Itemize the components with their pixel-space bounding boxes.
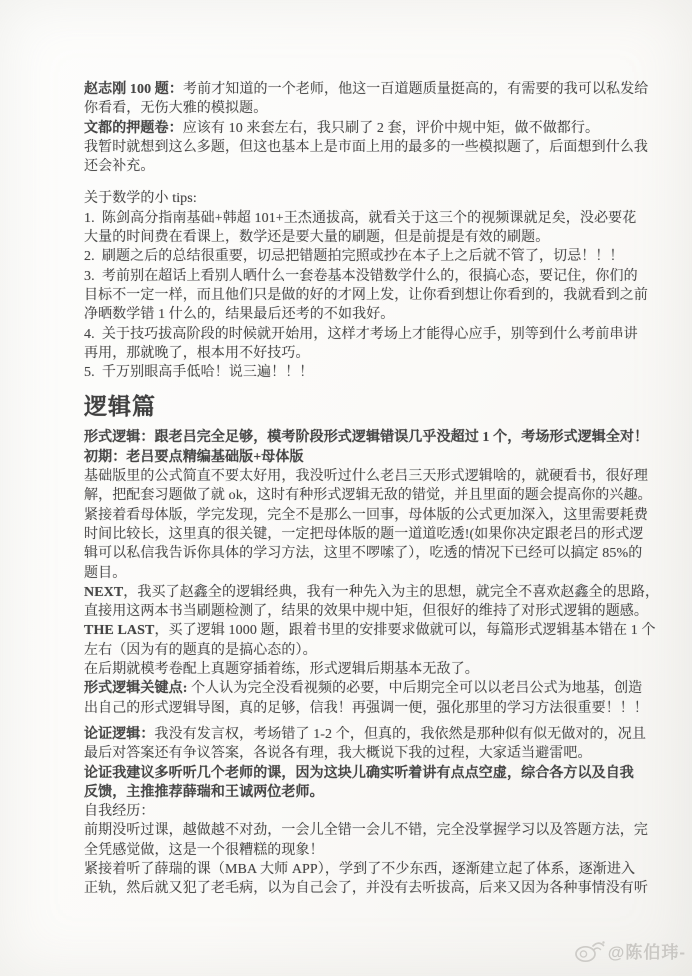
text-line-body: 辑可以私信我告诉你具体的学习方法，这里不啰嗦了），吃透的情况下已经可以搞定 85%的 (84, 546, 643, 562)
text-line-body: 目标不一定一样，而且他们只是做的好的才网上发，让你看到想让你看到的，我就看到之前 (84, 287, 648, 303)
text-line (84, 783, 650, 802)
section-mock-papers (84, 80, 650, 176)
section-formal-logic (84, 428, 660, 717)
text-line (84, 764, 650, 783)
text-line-body: 基础版里的公式简直不要太好用，我没听过什么老吕三天形式逻辑啥的，就硬看书，很好理 (84, 469, 648, 485)
blank-line (84, 718, 650, 725)
text-line-body: 还会补充。 (84, 159, 155, 175)
document-content (84, 80, 660, 899)
text-line (84, 344, 650, 363)
text-line-body: 题目。 (84, 565, 127, 581)
text-line (84, 506, 650, 525)
text-line (84, 228, 650, 247)
text-line-bold-lead: 论证我建议多听听几个老师的课，因为这块儿确实听着讲有点点空虚，综合各方以及自我 (84, 765, 634, 781)
text-line (84, 879, 650, 898)
text-line-body: 你看看，无伤大雅的模拟题。 (84, 101, 268, 117)
text-line-body: 净晒数学错 1 什么的，结果最后还考的不如我好。 (84, 307, 395, 323)
text-line-bold-lead: 形式逻辑关键点: (84, 681, 188, 697)
text-line-bold-lead: 赵志刚 100 题： (84, 82, 183, 97)
text-line-body: 在后期就模考卷配上真题穿插着练，形式逻辑后期基本无敌了。 (84, 662, 479, 678)
text-line (84, 525, 650, 544)
text-line (84, 325, 650, 344)
text-line (84, 802, 650, 821)
section-math-tips (84, 189, 650, 382)
text-line-bold-lead: NEXT (84, 584, 124, 600)
text-line (84, 363, 650, 382)
text-line-body: 我没有发言权，考场错了 1-2 个，但真的，我依然是那种似有似无做对的，况且 (154, 726, 646, 742)
text-line (84, 821, 650, 840)
text-line-body: 左右（因为有的题真的是搞心态的）。 (84, 642, 317, 658)
text-line (84, 679, 650, 698)
text-line (84, 544, 650, 563)
text-line (84, 602, 650, 621)
text-line (84, 305, 650, 324)
text-line (84, 486, 650, 505)
watermark-username: @陈伯玮- (607, 942, 686, 962)
text-line-bold-lead: THE LAST (84, 623, 155, 639)
text-line-body: 时间比较长，这里真的很关键，一定把母体版的题一道道吃透!(如果你决定跟老吕的形式逻 (84, 526, 644, 542)
text-line-body: 全凭感觉做，这是一个很糟糕的现象！ (84, 842, 324, 858)
text-line (84, 583, 660, 602)
watermark (573, 936, 686, 964)
blank-line (84, 176, 650, 189)
text-line-body: 紧接着听了薛瑞的课（MBA 大师 APP），学到了不少东西，逐渐建立起了体系，逐渐进入 (84, 861, 636, 877)
text-line-body: 再用，那就晚了，根本用不好技巧。 (84, 345, 310, 361)
text-line-body: 个人认为完全没看视频的必要，中后期完全可以以老吕公式为地基，创造 (187, 681, 643, 697)
text-line (84, 467, 650, 486)
text-line-body: 3. 考前别在超话上看别人晒什么一套卷基本没错数学什么的，很搞心态，要记住，你们的 (84, 268, 638, 284)
text-line-body: 关于数学的小 tips: (84, 191, 197, 207)
text-line-body: 前期没听过课，越做越不对劲，一会儿全错一会儿不错，完全没掌握学习以及答题方法，完 (84, 823, 648, 839)
text-line-bold-lead: 形式逻辑：跟老吕完全足够，模考阶段形式逻辑错误几乎没超过 1 个，考场形式逻辑全对！ (84, 430, 649, 446)
section-argument-logic (84, 725, 650, 899)
text-line-body: 正轨，然后就又犯了老毛病，以为自己会了，并没有去听拔高，后来又因为各种事情没有听 (84, 881, 648, 897)
text-line (84, 699, 650, 718)
text-line (84, 428, 650, 447)
text-line (84, 247, 650, 266)
text-line (84, 99, 650, 118)
text-line (84, 209, 650, 228)
text-line (84, 119, 650, 138)
text-line-bold-lead: 论证逻辑： (84, 726, 155, 742)
text-line-body: 应该有 10 来套左右，我只刷了 2 套，评价中规中矩，做不做都行。 (182, 120, 600, 136)
text-line-bold-lead: 反馈，主推推荐薛瑞和王诚两位老师。 (84, 784, 324, 800)
text-line-body: ，我买了赵鑫全的逻辑经典，我有一种先入为主的思想，就完全不喜欢赵鑫全的思路， (123, 584, 660, 600)
text-line-body: 紧接着看母体版，学完发现，完全不是那么一回事，母体版的公式更加深入，这里需要耗费 (84, 507, 648, 523)
text-line-body: 2. 刷题之后的总结很重要，切忌把错题拍完照或抄在本子上之后就不管了，切忌！！！ (84, 249, 624, 265)
text-line-body: 大量的时间费在看课上，数学还是要大量的刷题，但是前提是有效的刷题。 (84, 230, 550, 246)
text-line-body: 考前才知道的一个老师，他这一百道题质量挺高的，有需要的我可以私发给 (183, 82, 649, 97)
text-line-bold-lead: 初期：老吕要点精编基础版+母体版 (84, 449, 304, 465)
text-line (84, 448, 650, 467)
text-line-body: ，买了逻辑 1000 题，跟着书里的安排要求做就可以，每篇形式逻辑基本错在 1 个 (154, 623, 656, 639)
logic-section-heading: 逻辑篇 (84, 394, 156, 420)
text-line (84, 621, 656, 640)
text-line-body: 4. 关于技巧拔高阶段的时候就开始用，这样才考场上才能得心应手，别等到什么考前串讲 (84, 326, 638, 342)
text-line (84, 841, 650, 860)
text-line (84, 157, 650, 176)
text-line-body: 解，把配套习题做了就 ok，这时有种形式逻辑无敌的错觉，并且里面的题会提高你的兴趣。 (84, 488, 652, 504)
text-line (84, 138, 650, 157)
text-line-body: 1. 陈剑高分指南基础+韩超 101+王杰通拔高，就看关于这三个的视频课就足矣，没必要花 (84, 210, 637, 226)
weibo-icon (573, 936, 605, 964)
text-line (84, 744, 650, 763)
text-line (84, 660, 650, 679)
text-line-body: 最后对答案还有争议答案，各说各有理，我大概说下我的过程，大家适当避雷吧。 (84, 746, 592, 762)
text-line-body: 自我经历： (84, 804, 155, 820)
text-line (84, 80, 650, 99)
text-line-body: 我暂时就想到这么多题，但这也基本上是市面上用的最多的一些模拟题了，后面想到什么我 (84, 139, 648, 155)
text-line (84, 286, 650, 305)
text-line (84, 189, 650, 208)
text-line (84, 860, 650, 879)
text-line-body: 5. 千万别眼高手低哈！说三遍！！！ (84, 365, 314, 381)
text-line (84, 267, 650, 286)
text-line (84, 725, 650, 744)
text-line (84, 641, 650, 660)
text-line (84, 564, 650, 583)
text-line-bold-lead: 文都的押题卷： (84, 120, 183, 136)
text-line-body: 直接用这两本书当刷题检测了，结果的效果中规中矩，但很好的维持了对形式逻辑的题感。 (84, 604, 648, 620)
text-line-body: 出自己的形式逻辑导图，真的足够，信我！再强调一便，强化那里的学习方法很重要！！！ (84, 700, 648, 716)
